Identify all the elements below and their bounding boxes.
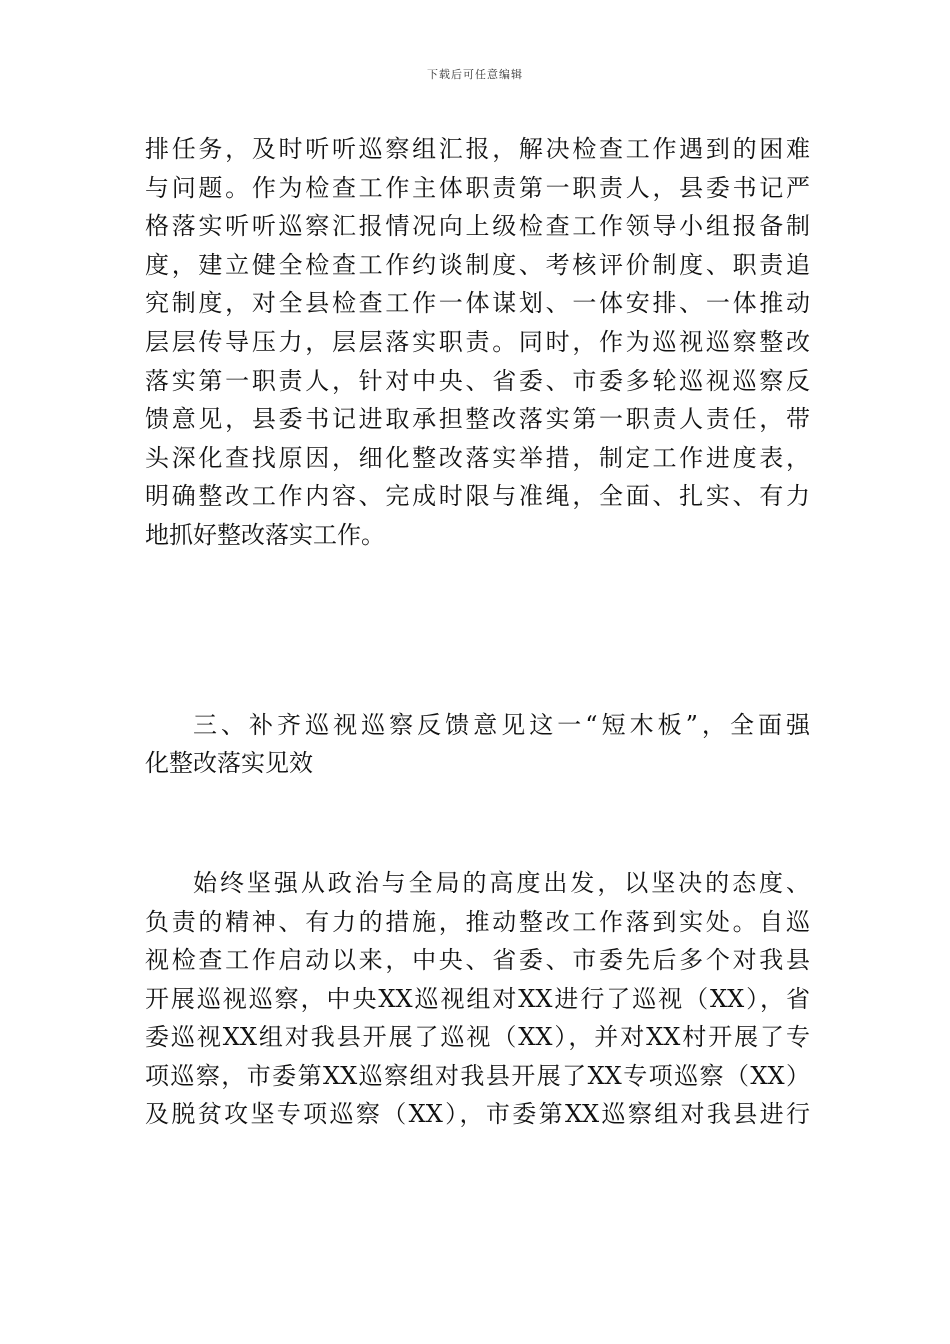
paragraph1-line-2: 与问题。作为检查工作主体职责第一职责人，县委书记严 xyxy=(145,173,810,202)
paragraph1-line-11: 地抓好整改落实工作。 xyxy=(145,521,385,549)
paragraph1-line-10: 明确整改工作内容、完成时限与准绳，全面、扎实、有力 xyxy=(145,482,810,511)
paragraph1-line-1: 排任务，及时听听巡察组汇报，解决检查工作遇到的困难 xyxy=(145,135,810,163)
section-heading-line-1: 三、补齐巡视巡察反馈意见这一“短木板”，全面强 xyxy=(193,711,810,739)
paragraph2-line-4: 开展巡视巡察，中央XX巡视组对XX进行了巡视（XX），省 xyxy=(145,984,810,1013)
paragraph1-line-4: 度，建立健全检查工作约谈制度、考核评价制度、职责追 xyxy=(145,250,810,279)
section-heading-line-2: 化整改落实见效 xyxy=(145,749,313,777)
paragraph1-line-5: 究制度，对全县检查工作一体谋划、一体安排、一体推动 xyxy=(145,289,810,318)
paragraph1-line-8: 馈意见，县委书记进取承担整改落实第一职责人责任，带 xyxy=(145,405,810,434)
paragraph1-line-6: 层层传导压力，层层落实职责。同时，作为巡视巡察整改 xyxy=(145,328,810,356)
paragraph1-line-7: 落实第一职责人，针对中央、省委、市委多轮巡视巡察反 xyxy=(145,366,810,395)
paragraph2-line-1: 始终坚强从政治与全局的高度出发，以坚决的态度、 xyxy=(193,869,810,897)
paragraph2-line-7: 及脱贫攻坚专项巡察（XX），市委第XX巡察组对我县进行 xyxy=(145,1100,810,1128)
paragraph2-line-2: 负责的精神、有力的措施，推动整改工作落到实处。自巡 xyxy=(145,907,810,936)
paragraph1-line-3: 格落实听听巡察汇报情况向上级检查工作领导小组报备制 xyxy=(145,212,810,241)
paragraph2-line-3: 视检查工作启动以来，中央、省委、市委先后多个对我县 xyxy=(145,946,810,974)
header-note: 下载后可任意编辑 xyxy=(427,68,523,81)
paragraph1-line-9: 头深化查找原因，细化整改落实举措，制定工作进度表， xyxy=(145,443,810,472)
paragraph2-line-6: 项巡察，市委第XX巡察组对我县开展了XX专项巡察（XX） xyxy=(145,1061,810,1090)
paragraph2-line-5: 委巡视XX组对我县开展了巡视（XX），并对XX村开展了专 xyxy=(145,1023,810,1051)
